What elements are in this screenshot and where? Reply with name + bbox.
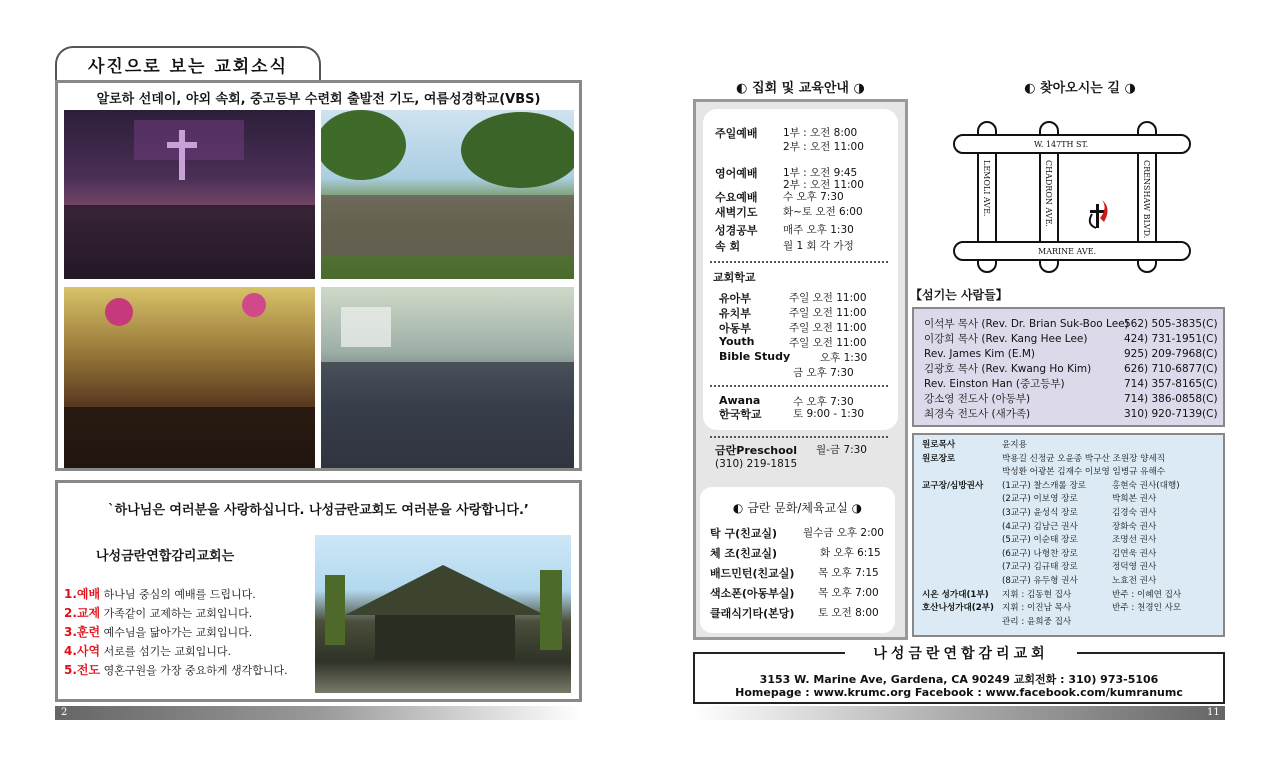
culture-time: 토 오전 8:00 — [818, 607, 879, 619]
staff-row: Rev. James Kim (E.M) 925) 209-7968(C) — [924, 348, 1218, 360]
culture-name: 클래식기타(본당) — [710, 607, 795, 620]
awana-time: 토 9:00 - 1:30 — [793, 408, 865, 420]
culture-panel — [700, 487, 895, 633]
culture-name: 탁 구(친교실) — [710, 527, 778, 540]
elder-row: (3교구) 윤성식 장로 김경숙 권사 — [1002, 507, 1157, 518]
mission-box — [55, 480, 582, 702]
sanctuary-illustration — [64, 110, 315, 279]
photo-outdoor-group — [321, 110, 574, 279]
school-time: 주일 오전 11:00 — [789, 337, 867, 349]
elder-row: 박성환 어광본 김재수 이보영 임병규 유해수 — [1002, 467, 1166, 478]
street-bottom-label: MARINE AVE. — [1038, 247, 1097, 256]
elder-row: 원로장로 박용길 신정균 오윤종 박구산 조원장 양세직 — [922, 453, 1166, 464]
staff-row: 강소영 전도사 (아동부) 714) 386-0858(C) — [924, 393, 1218, 405]
mission-item: 4.사역 서로를 섬기는 교회입니다. — [64, 644, 231, 658]
worship-name: 새벽기도 — [715, 206, 758, 219]
worship-time: 2부 : 오전 11:00 — [783, 179, 864, 191]
culture-time: 화 오후 6:15 — [820, 547, 881, 559]
elder-row: (5교구) 이순태 장로 조명선 권사 — [1002, 535, 1157, 546]
section-title: 사진으로 보는 교회소식 — [55, 46, 321, 80]
school-name: 유아부 — [719, 292, 751, 305]
worship-time: 수 오후 7:30 — [783, 191, 844, 203]
school-time: 주일 오전 11:00 — [789, 292, 867, 304]
street-top-label: W. 147TH ST. — [1034, 140, 1089, 149]
school-time: 주일 오전 11:00 — [789, 307, 867, 319]
church-web: Homepage : www.krumc.org Facebook : www.facebook.com/kumranumc — [735, 686, 1183, 699]
culture-name: 배드민턴(친교실) — [710, 567, 795, 580]
mission-item: 2.교제 가족같이 교제하는 교회입니다. — [64, 606, 253, 620]
mission-item: 1.예배 하나님 중심의 예배를 드립니다. — [64, 587, 256, 601]
elder-row: (7교구) 김규태 장로 정덕영 권사 — [1002, 562, 1157, 573]
awana-name: 한국학교 — [719, 408, 762, 421]
elder-row: (2교구) 이보영 장로 박희본 권사 — [1002, 494, 1157, 505]
elder-row: 호산나성가대(2부) 지휘 : 이진남 목사 반주 : 천경인 사모 — [922, 603, 1182, 614]
worship-time: 2부 : 오전 11:00 — [783, 141, 864, 153]
school-title: 교회학교 — [713, 271, 756, 284]
elder-row: (6교구) 나형찬 장로 김연욱 권사 — [1002, 548, 1157, 559]
mission-list — [64, 585, 288, 680]
worship-name: 성경공부 — [715, 224, 758, 237]
worship-name: 속 회 — [715, 240, 741, 253]
divider — [710, 436, 888, 438]
photo-vbs — [321, 287, 574, 468]
photo-aloha-sunday — [64, 110, 315, 279]
mission-item: 3.훈련 예수님을 닮아가는 교회입니다. — [64, 625, 253, 639]
culture-name: 색소폰(아동부실) — [710, 587, 795, 600]
photo-retreat-prayer — [64, 287, 315, 468]
prayer-illustration — [64, 287, 315, 468]
worship-time: 1부 : 오전 8:00 — [783, 127, 858, 139]
elder-row: 시온 성가대(1부) 지휘 : 김동현 집사 반주 : 이혜연 집사 — [922, 589, 1182, 600]
staff-row: 김광호 목사 (Rev. Kwang Ho Kim) 626) 710-6877(C) — [924, 363, 1218, 375]
preschool-phone: (310) 219-1815 — [715, 458, 798, 470]
staff-title: 【섬기는 사람들】 — [910, 288, 1008, 302]
worship-name: 수요예배 — [715, 191, 758, 204]
footer-bar-left — [55, 706, 582, 720]
elder-box — [912, 433, 1225, 637]
worship-name: 주일예배 — [715, 127, 758, 140]
elder-row: 원로목사 윤지용 — [922, 440, 1027, 450]
divider — [710, 261, 888, 263]
staff-row: Rev. Einston Han (중고등부) 714) 357-8165(C) — [924, 378, 1218, 390]
schedule-heading: ◐ 집회 및 교육안내 ◑ — [736, 81, 865, 96]
culture-name: 체 조(친교실) — [710, 547, 778, 560]
worship-name: 영어예배 — [715, 167, 758, 180]
elder-row: (8교구) 유두형 권사 노효전 권사 — [1002, 575, 1157, 586]
awana-name: Awana — [719, 394, 761, 407]
map-heading: ◐ 찾아오시는 길 ◑ — [1024, 81, 1136, 96]
church-illustration — [315, 535, 571, 693]
awana-time: 수 오후 7:30 — [793, 396, 854, 408]
divider — [710, 385, 888, 387]
school-name: Youth — [719, 335, 755, 348]
worship-time: 매주 오후 1:30 — [783, 224, 854, 236]
photo-caption: 알로하 선데이, 야외 속회, 중고등부 수련회 출발전 기도, 여름성경학교(VBS) — [96, 92, 541, 107]
school-time: 오후 1:30 — [820, 352, 868, 364]
page-number-right: 11 — [1207, 707, 1220, 718]
staff-row: 최경숙 전도사 (새가족) 310) 920-7139(C) — [924, 408, 1218, 420]
vbs-illustration — [321, 287, 574, 468]
elder-row: 교구장/심방권사 (1교구) 찰스캐롤 장로 홍현숙 권사(대행) — [922, 480, 1180, 491]
staff-row: 이강희 목사 (Rev. Kang Hee Lee) 424) 731-1951(C) — [924, 333, 1218, 345]
preschool-name: 금란Preschool — [715, 444, 797, 457]
avenue-label-2: CHADRON AVE. — [1044, 160, 1053, 227]
photo-news-box — [55, 80, 582, 471]
mission-item: 5.전도 영혼구원을 가장 중요하게 생각합니다. — [64, 663, 288, 677]
worship-time: 월 1 회 각 가정 — [783, 240, 854, 252]
school-name: Bible Study — [719, 350, 791, 363]
worship-time: 1부 : 오전 9:45 — [783, 167, 858, 179]
church-location-icon — [1090, 200, 1108, 228]
elder-row: (4교구) 김남근 권사 장화숙 권사 — [1002, 521, 1157, 532]
culture-time: 목 오후 7:00 — [818, 587, 879, 599]
culture-time: 목 오후 7:15 — [818, 567, 879, 579]
church-heading: 나성금란연합감리교회는 — [96, 549, 235, 564]
culture-heading: ◐ 금란 문화/체육교실 ◑ — [732, 501, 863, 515]
church-name: 나성금란연합감리교회 — [845, 643, 1077, 663]
school-time: 금 오후 7:30 — [793, 367, 854, 379]
schedule-panel — [703, 109, 898, 430]
page-number-left: 2 — [61, 707, 68, 718]
elder-row: 관리 : 윤희중 집사 — [1002, 616, 1072, 627]
school-name: 유치부 — [719, 307, 751, 320]
preschool-time: 월-금 7:30 — [816, 444, 867, 456]
footer-bar-right — [693, 706, 1225, 720]
avenue-label-3: CRENSHAW BLVD. — [1142, 160, 1151, 239]
school-time: 주일 오전 11:00 — [789, 322, 867, 334]
address-box — [693, 646, 1225, 704]
motto: `하나님은 여러분을 사랑하십니다. 나성금란교회도 여러분을 사랑합니다.’ — [108, 503, 529, 518]
staff-box — [912, 307, 1225, 427]
school-name: 아동부 — [719, 322, 751, 335]
church-building-photo — [315, 535, 571, 693]
avenue-label-1: LEMOLI AVE. — [982, 160, 991, 217]
culture-time: 월수금 오후 2:00 — [803, 527, 884, 539]
staff-row: 이석부 목사 (Rev. Dr. Brian Suk-Boo Lee) 562) 505-3835(C) — [924, 318, 1218, 330]
location-map — [950, 118, 1200, 278]
church-address: 3153 W. Marine Ave, Gardena, CA 90249 교회전화 : 310) 973-5106 — [759, 673, 1159, 686]
worship-time: 화~토 오전 6:00 — [783, 206, 863, 218]
group-illustration — [321, 110, 574, 279]
